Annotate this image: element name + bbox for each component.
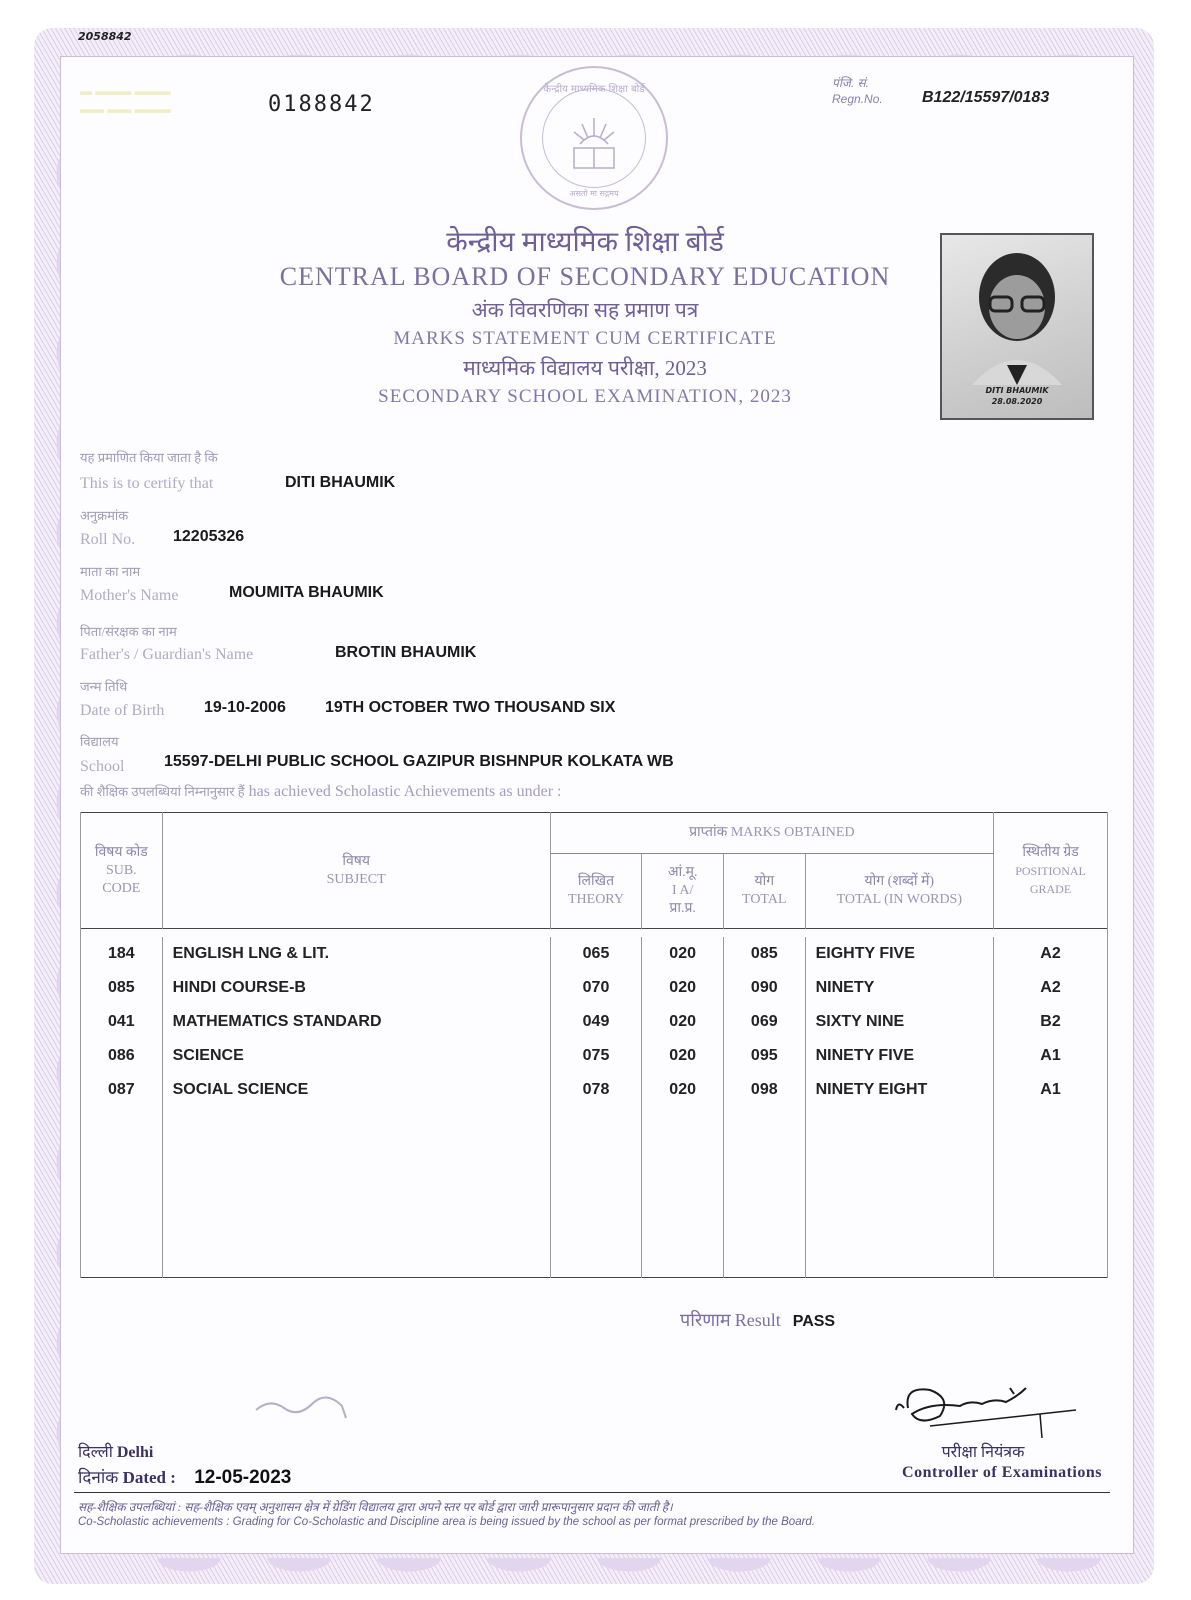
serial-number: 0188842 [268,92,375,117]
col-header-ia: आं.मू. I A/ प्रा.प्र. [642,854,724,929]
certificate-title-hi: अंक विवरणिका सह प्रमाण पत्र [471,298,699,322]
table-row [81,1005,1108,1039]
exam-title-en: SECONDARY SCHOOL EXAMINATION, 2023 [378,386,792,407]
cell-code: 041 [81,1005,163,1039]
father-label-hi: पिता/संरक्षक का नाम [80,624,177,639]
col-header-subject: विषय SUBJECT [162,813,550,929]
cell-subject: HINDI COURSE-B [162,971,550,1005]
cell-words: NINETY [805,971,993,1005]
dated-hi: दिनांक [78,1468,119,1487]
table-row [81,1039,1108,1073]
father-name: BROTIN BHAUMIK [335,644,477,661]
col-header-total-words: योग (शब्दों में) TOTAL (IN WORDS) [805,854,993,929]
table-row [81,971,1108,1005]
controller-label-en: Controller of Examinations [902,1464,1102,1481]
achieved-label-hi: की शैक्षिक उपलब्धियां निम्नानुसार हैं [80,784,245,799]
seal-text-top: केन्द्रीय माध्यमिक शिक्षा बोर्ड [543,84,645,95]
cell-grade: A2 [994,971,1108,1005]
photo-caption-name: DITI BHAUMIK [985,386,1049,395]
controller-label-hi: परीक्षा नियंत्रक [941,1444,1025,1461]
reg-number: B122/15597/0183 [922,89,1050,106]
board-title-en: CENTRAL BOARD OF SECONDARY EDUCATION [279,262,891,291]
table-row [81,1073,1108,1107]
cell-grade: A2 [994,937,1108,971]
table-row [81,937,1108,971]
mother-label-hi: माता का नाम [80,564,141,579]
dob-words: 19TH OCTOBER TWO THOUSAND SIX [325,699,616,716]
footer-divider [74,1492,1110,1493]
faint-print-block: ▬ ▬▬▬ ▬▬▬ ▬▬ ▬▬ ▬▬▬ [80,84,171,116]
cell-subject: SOCIAL SCIENCE [162,1073,550,1107]
cell-theory: 075 [550,1039,642,1073]
cell-subject: MATHEMATICS STANDARD [162,1005,550,1039]
marks-table [80,812,1108,1278]
col-header-marks-obtained: प्राप्तांक MARKS OBTAINED [550,813,993,854]
cell-words: NINETY FIVE [805,1039,993,1073]
cell-theory: 049 [550,1005,642,1039]
cbse-seal-logo [520,66,668,210]
certify-label-hi: यह प्रमाणित किया जाता है कि [80,450,218,465]
cell-words: NINETY EIGHT [805,1073,993,1107]
result-label-en: Result [734,1310,781,1330]
cell-words: EIGHTY FIVE [805,937,993,971]
mother-name: MOUMITA BHAUMIK [229,584,384,601]
cell-total: 098 [723,1073,805,1107]
cell-total: 090 [723,971,805,1005]
mother-label-en: Mother's Name [80,587,179,604]
achieved-label-en: has achieved Scholastic Achievements as under : [248,783,562,800]
student-photo [940,233,1094,420]
cell-total: 095 [723,1039,805,1073]
co-scholastic-note-en: Co-Scholastic achievements : Grading for Co-Scholastic and Discipline area is being issued by the school as per format prescribed by the Board. [78,1516,816,1528]
reg-label-hi: पंजि. सं. [832,76,869,90]
cell-subject: SCIENCE [162,1039,550,1073]
result-label-hi: परिणाम [680,1310,731,1330]
cell-code: 087 [81,1073,163,1107]
cell-ia: 020 [642,971,724,1005]
cell-ia: 020 [642,1005,724,1039]
cell-code: 085 [81,971,163,1005]
cell-words: SIXTY NINE [805,1005,993,1039]
dob-label-hi: जन्म तिथि [80,679,128,694]
cell-grade: B2 [994,1005,1108,1039]
dob-label-en: Date of Birth [80,702,165,719]
dated-en: Dated : [122,1468,176,1487]
cell-code: 184 [81,937,163,971]
border-scallop-bottom [134,1558,1134,1580]
cell-code: 086 [81,1039,163,1073]
cell-ia: 020 [642,1073,724,1107]
cell-subject: ENGLISH LNG & LIT. [162,937,550,971]
cell-ia: 020 [642,937,724,971]
school-label-en: School [80,758,125,775]
dob-value: 19-10-2006 [204,699,286,716]
roll-label-hi: अनुक्रमांक [80,508,129,523]
issue-date: 12-05-2023 [194,1467,292,1488]
certify-label-en: This is to certify that [80,475,214,492]
roll-label-en: Roll No. [80,531,136,548]
seal-text-bottom: असतो मा सद्गमय [569,189,619,198]
reg-label-en: Regn.No. [832,92,883,106]
col-header-theory: लिखित THEORY [550,854,642,929]
col-header-code: विषय कोड SUB. CODE [81,813,163,929]
school-name: 15597-DELHI PUBLIC SCHOOL GAZIPUR BISHNPUR KOLKATA WB [164,753,674,770]
seal-emblem-icon [522,68,666,208]
board-title-hi: केन्द्रीय माध्यमिक शिक्षा बोर्ड [446,227,724,258]
school-label-hi: विद्यालय [80,734,119,749]
photo-caption-date: 28.08.2020 [991,397,1043,406]
roll-number: 12205326 [173,528,245,545]
cell-grade: A1 [994,1039,1108,1073]
exam-title-hi: माध्यमिक विद्यालय परीक्षा, 2023 [463,356,707,380]
result-row [680,1308,835,1332]
father-label-en: Father's / Guardian's Name [80,646,254,663]
certificate-title-en: MARKS STATEMENT CUM CERTIFICATE [393,328,777,349]
faint-initials-mark-icon [250,1388,360,1428]
handwritten-number: 2058842 [78,30,132,43]
student-name: DITI BHAUMIK [285,474,396,491]
cell-grade: A1 [994,1073,1108,1107]
cell-total: 085 [723,937,805,971]
col-header-total: योग TOTAL [723,854,805,929]
cell-theory: 065 [550,937,642,971]
place-hi: दिल्ली [78,1444,113,1461]
cell-total: 069 [723,1005,805,1039]
col-header-grade: स्थितीय ग्रेड POSITIONAL GRADE [994,813,1108,929]
student-portrait-icon [942,235,1092,385]
cell-theory: 070 [550,971,642,1005]
place-en: Delhi [116,1444,154,1461]
result-value: PASS [792,1313,836,1330]
cell-theory: 078 [550,1073,642,1107]
cell-ia: 020 [642,1039,724,1073]
co-scholastic-note-hi: सह-शैक्षिक उपलब्धियां : सह-शैक्षिक एवम् अनुशासन क्षेत्र में ग्रेडिंग विद्यालय द्वारा अपने स्तर पर बोर्ड द्वारा जारी प्रारूपानुसार प्रदान की जाती है। [78,1500,673,1514]
